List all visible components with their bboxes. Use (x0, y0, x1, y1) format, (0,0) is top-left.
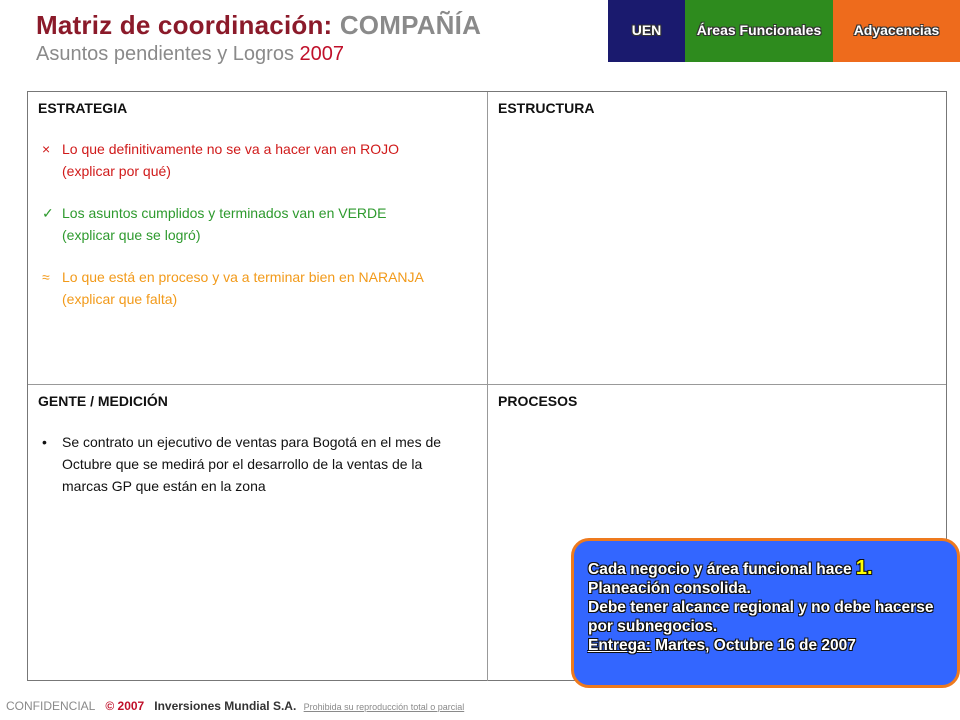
copyright: © 2007 (105, 699, 145, 713)
deadline-value: Martes, Octubre 16 de 2007 (650, 637, 856, 654)
list-item (38, 138, 477, 182)
check-icon: ✓ (42, 205, 54, 221)
subtitle-prefix: Asuntos pendientes y Logros (36, 43, 300, 65)
quadrant-heading: ESTRATEGIA (38, 100, 128, 116)
list-item (38, 431, 477, 497)
callout-line-2: Planeación consolida. (588, 580, 751, 597)
item-text: Los asuntos cumplidos y terminados van en VERDE (62, 205, 387, 221)
item-text: Se contrato un ejecutivo de ventas para Bogotá en el mes de Octubre que se medirá por el desarrollo de la ventas de la marcas GP que están en la zona (62, 434, 442, 494)
page-subtitle (36, 43, 344, 66)
quadrant-heading: PROCESOS (498, 393, 578, 409)
cross-icon: × (42, 141, 51, 157)
footer (6, 699, 464, 713)
callout-line-3: Debe tener alcance regional y no debe hacerse por subnegocios. (588, 599, 934, 635)
approx-icon: ≈ (42, 269, 50, 285)
item-text: Lo que está en proceso y va a terminar bien en NARANJA (62, 269, 424, 285)
bullet-icon: • (42, 434, 47, 450)
tab-uen[interactable]: UEN (608, 0, 685, 62)
title-prefix: Matriz de coordinación: (36, 10, 340, 40)
item-note: (explicar que se logró) (62, 227, 201, 243)
quadrant-gente-medicion (28, 385, 487, 681)
deadline-label: Entrega: (588, 637, 651, 654)
quadrant-heading: ESTRUCTURA (498, 100, 595, 116)
section-tabs (608, 0, 960, 62)
title-company: COMPAÑÍA (339, 10, 482, 40)
legal-notice: Prohibida su reproducción total o parcial (303, 702, 465, 712)
tab-adyacencias[interactable]: Adyacencias (833, 0, 960, 62)
quadrant-estructura (488, 92, 946, 384)
callout-text: Cada negocio y área funcional hace (588, 561, 856, 578)
tab-areas-funcionales[interactable]: Áreas Funcionales (685, 0, 833, 62)
list-item (38, 202, 477, 246)
item-text: Lo que definitivamente no se va a hacer van en ROJO (62, 141, 399, 157)
callout-deadline (588, 636, 943, 655)
footer-company: Inversiones Mundial S.A. (154, 699, 297, 713)
instruction-callout (571, 538, 960, 688)
callout-line-1 (588, 559, 943, 579)
callout-number: 1. (855, 557, 873, 579)
quadrant-heading: GENTE / MEDICIÓN (38, 393, 168, 409)
list-item (38, 266, 477, 310)
confidential-label: CONFIDENCIAL (6, 699, 96, 713)
quadrant-estrategia (28, 92, 487, 384)
item-note: (explicar que falta) (62, 291, 178, 307)
item-note: (explicar por qué) (62, 163, 171, 179)
page-title (36, 10, 481, 41)
subtitle-year: 2007 (299, 43, 345, 65)
